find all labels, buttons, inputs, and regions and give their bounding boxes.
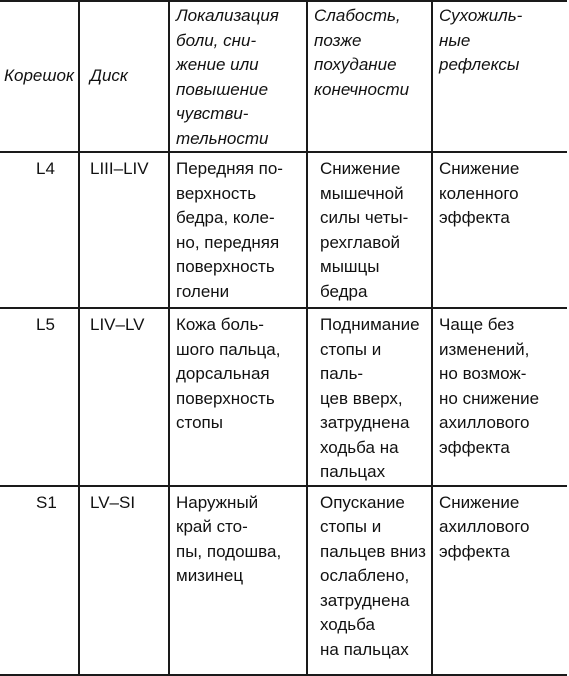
- header-disk: Диск: [79, 1, 169, 152]
- cell-reflexes: Снижение коленного эффекта: [432, 152, 567, 308]
- cell-reflexes: Чаще без изменений, но возмож- но снижение ахиллового эффекта: [432, 308, 567, 486]
- cell-pain: Кожа боль- шого пальца, дорсальная поверхность стопы: [169, 308, 307, 486]
- header-pain: Локализация боли, сни- жение или повышение чувстви- тельности: [169, 1, 307, 152]
- cell-reflexes: Снижение ахиллового эффекта: [432, 486, 567, 675]
- header-reflexes: Сухожиль- ные рефлексы: [432, 1, 567, 152]
- cell-disk: LIV–LV: [79, 308, 169, 486]
- cell-root: L5: [0, 308, 79, 486]
- table-row: [0, 152, 567, 308]
- cell-disk: LV–SI: [79, 486, 169, 675]
- cell-root: S1: [0, 486, 79, 675]
- cell-pain: Передняя по- верхность бедра, коле- но, передняя поверхность голени: [169, 152, 307, 308]
- cell-weakness: Снижение мышечной силы четы- рехглавой мышцы бедра: [307, 152, 432, 308]
- table-row: [0, 308, 567, 486]
- header-weakness: Слабость, позже похудание конечности: [307, 1, 432, 152]
- cell-weakness: Опускание стопы и пальцев вниз ослаблено, затруднена ходьба на пальцах: [307, 486, 432, 675]
- table-row: [0, 486, 567, 675]
- table-body: [0, 152, 567, 675]
- table-header: [0, 1, 567, 152]
- cell-disk: LIII–LIV: [79, 152, 169, 308]
- cell-pain: Наружный край сто- пы, подошва, мизинец: [169, 486, 307, 675]
- cell-weakness: Поднимание стопы и паль- цев вверх, затруднена ходьба на пальцах: [307, 308, 432, 486]
- cell-root: L4: [0, 152, 79, 308]
- header-row: [0, 1, 567, 152]
- header-root: Корешок: [0, 1, 79, 152]
